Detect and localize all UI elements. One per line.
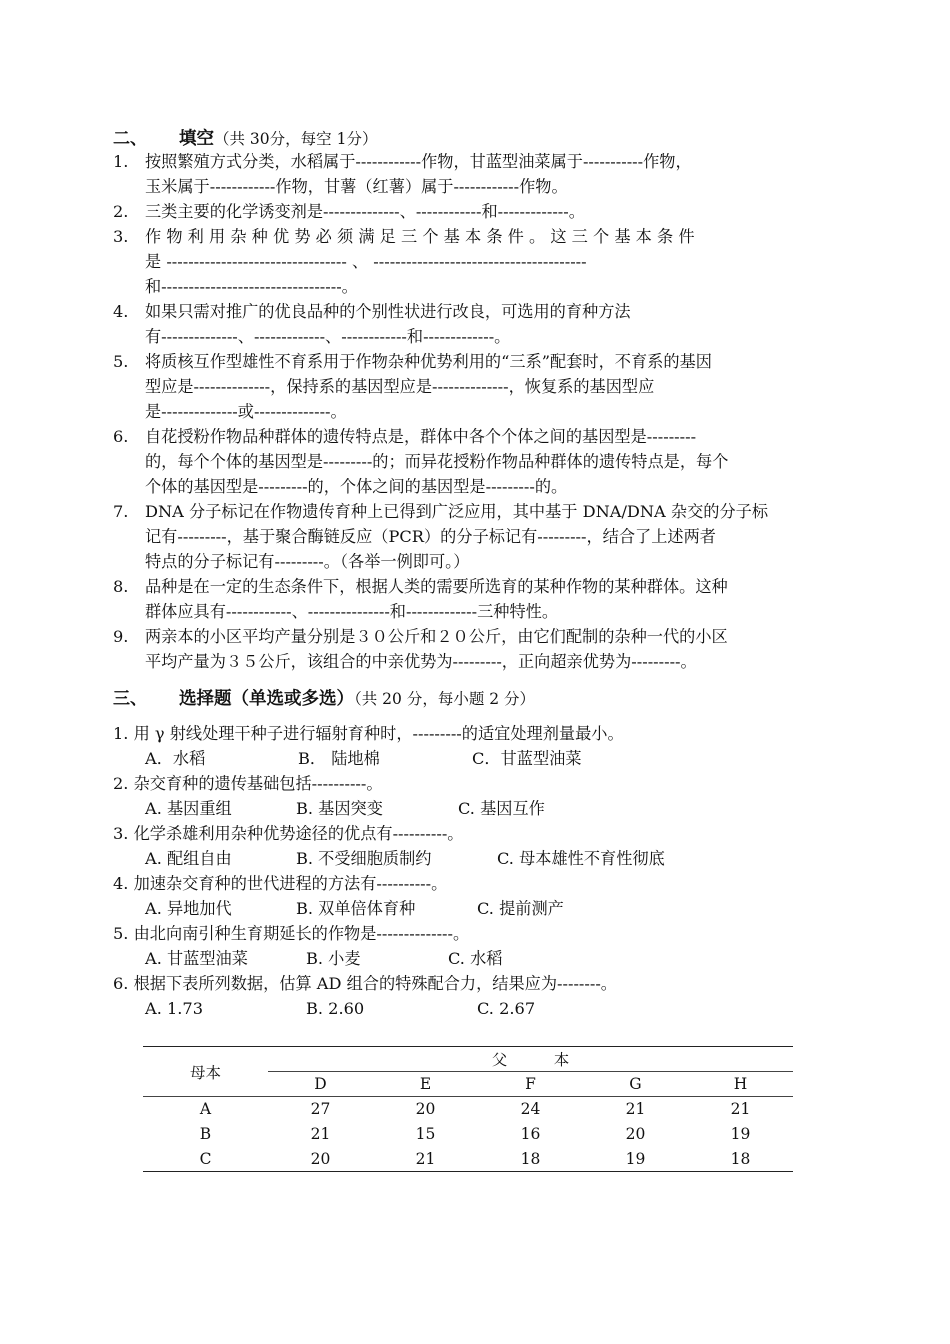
section-3-heading [113, 684, 535, 710]
table-cell: 21 [730, 1100, 751, 1119]
choice-options-4 [0, 896, 950, 921]
fill-item-2-number: 2. [113, 202, 129, 221]
table-cell: 27 [310, 1100, 331, 1119]
option-c: C. 2.67 [477, 999, 536, 1018]
column-header: F [478, 1072, 583, 1097]
fill-item-6-line-2: 的，每个个体的基因型是---------的；而异花授粉作物品种群体的遗传特点是，每个 [145, 452, 729, 471]
fill-item-1-number: 1. [113, 152, 129, 171]
column-header: D [268, 1072, 373, 1097]
fill-item-8-line-1: 品种是在一定的生态条件下，根据人类的需要所选育的某种作物的某种群体。这种 [145, 577, 728, 596]
option-b: B. 基因突变 [296, 799, 383, 818]
fill-item-5-number: 5. [113, 352, 129, 371]
table-row [143, 1147, 793, 1172]
table-header-row-1 [143, 1047, 793, 1072]
choice-question-5: 5. 由北向南引种生育期延长的作物是--------------。 [113, 924, 470, 943]
fill-item-8-number: 8. [113, 577, 129, 596]
table-cell: 21 [373, 1147, 478, 1172]
fill-item-2-line-1: 三类主要的化学诱变剂是--------------、------------和-------------。 [145, 202, 585, 221]
option-a: A. 配组自由 [145, 849, 232, 868]
option-b: B. 不受细胞质制约 [296, 849, 432, 868]
table-row [143, 1097, 793, 1122]
fill-item-3-line-2: 是 --------------------------------- 、 --------------------------------------- [145, 252, 587, 271]
fill-item-1-line-1: 按照繁殖方式分类，水稻属于------------作物，甘蓝型油菜属于-----------作物， [145, 152, 692, 171]
table-cell: 19 [583, 1147, 688, 1172]
choice-options-3 [0, 846, 950, 871]
option-c: C．甘蓝型油菜 [472, 749, 582, 768]
option-a: A．水稻 [145, 749, 206, 768]
option-b: B. 小麦 [306, 949, 361, 968]
section-3-number: 三、 [113, 689, 147, 709]
table-cell: 21 [625, 1100, 646, 1119]
table-cell: 20 [625, 1125, 646, 1143]
option-c: C. 母本雄性不育性彻底 [497, 849, 665, 868]
section-3-note: （共 20 分，每小题 2 分） [354, 690, 536, 708]
option-b: B. 双单倍体育种 [296, 899, 416, 918]
choice-question-6: 6. 根据下表所列数据，估算 AD 组合的特殊配合力，结果应为--------。 [113, 974, 617, 993]
table-cell: 21 [310, 1125, 331, 1143]
choice-options-2 [0, 796, 950, 821]
choice-question-4: 4. 加速杂交育种的世代进程的方法有----------。 [113, 874, 448, 893]
fill-item-6-number: 6. [113, 427, 129, 446]
fill-item-4-line-2: 有--------------、-------------、------------和-------------。 [145, 327, 511, 346]
table-cell: 18 [478, 1147, 583, 1172]
option-c: C. 基因互作 [458, 799, 545, 818]
fill-item-7-line-2: 记有---------，基于聚合酶链反应（PCR）的分子标记有---------，结合了上述两者 [145, 527, 716, 546]
row-label: B [199, 1125, 212, 1143]
choice-options-6 [0, 996, 950, 1021]
table-cell: 18 [688, 1147, 793, 1172]
fill-item-6-line-1: 自花授粉作物品种群体的遗传特点是，群体中各个个体之间的基因型是--------- [145, 427, 697, 446]
option-a: A. 异地加代 [145, 899, 232, 918]
column-header: G [583, 1072, 688, 1097]
section-2-title: 填空 [179, 129, 214, 149]
row-header-cell: 母本 [143, 1047, 268, 1097]
table-cell: 24 [520, 1100, 541, 1119]
choice-options-5 [0, 946, 950, 971]
fill-item-4-number: 4. [113, 302, 129, 321]
fill-item-9-line-2: 平均产量为３５公斤，该组合的中亲优势为---------，正向超亲优势为---------。 [145, 652, 697, 671]
fill-item-9-line-1: 两亲本的小区平均产量分别是３０公斤和２０公斤，由它们配制的杂种一代的小区 [145, 627, 728, 646]
choice-options-1 [0, 746, 950, 771]
fill-item-4-line-1: 如果只需对推广的优良品种的个别性状进行改良，可选用的育种方法 [145, 302, 631, 321]
fill-item-5-line-2: 型应是--------------，保持系的基因型应是--------------，恢复系的基因型应 [145, 377, 655, 396]
table-row [143, 1122, 793, 1147]
option-a: A. 基因重组 [145, 799, 232, 818]
fill-item-3-line-1: 作 物 利 用 杂 种 优 势 必 须 满 足 三 个 基 本 条 件 。 这 三 个 基 本 条 件 [145, 227, 695, 246]
option-b: B. 2.60 [306, 999, 365, 1018]
column-header: E [373, 1072, 478, 1097]
option-a: A. 1.73 [145, 999, 204, 1018]
fill-item-8-line-2: 群体应具有------------、---------------和-------------三种特性。 [145, 602, 559, 621]
option-c: C. 提前测产 [477, 899, 564, 918]
table-cell: 15 [415, 1125, 436, 1143]
fill-item-1-line-2: 玉米属于------------作物，甘薯（红薯）属于------------作物。 [145, 177, 568, 196]
fill-item-9-number: 9. [113, 627, 129, 646]
combining-ability-table [143, 1046, 793, 1172]
table-cell: 19 [730, 1125, 751, 1143]
fill-item-5-line-3: 是--------------或--------------。 [145, 402, 347, 421]
fill-item-7-line-3: 特点的分子标记有---------。（各举一例即可。） [145, 552, 470, 571]
option-c: C. 水稻 [448, 949, 503, 968]
column-group-header: 父 本 [268, 1047, 793, 1072]
row-label: A [199, 1100, 212, 1119]
fill-item-3-number: 3. [113, 227, 129, 246]
row-label: C [143, 1147, 268, 1172]
choice-question-1: 1. 用 γ 射线处理干种子进行辐射育种时，---------的适宜处理剂量最小。 [113, 724, 624, 743]
fill-item-7-line-1: DNA 分子标记在作物遗传育种上已得到广泛应用，其中基于 DNA/DNA 杂交的分子标 [145, 502, 769, 521]
table-cell: 20 [268, 1147, 373, 1172]
option-a: A. 甘蓝型油菜 [145, 949, 248, 968]
fill-item-7-number: 7. [113, 502, 129, 521]
choice-question-2: 2. 杂交育种的遗传基础包括----------。 [113, 774, 383, 793]
fill-item-3-line-3: 和---------------------------------。 [145, 277, 358, 296]
section-2-note: （共 30分，每空 1分） [214, 130, 378, 148]
section-3-title: 选择题（单选或多选） [179, 689, 354, 709]
choice-question-3: 3. 化学杀雄利用杂种优势途径的优点有----------。 [113, 824, 464, 843]
fill-item-5-line-1: 将质核互作型雄性不育系用于作物杂种优势利用的“三系”配套时，不育系的基因 [145, 352, 712, 371]
section-2-number: 二、 [113, 129, 147, 149]
section-2-heading [113, 124, 377, 150]
table-cell: 16 [520, 1125, 541, 1143]
option-b: B． 陆地棉 [298, 749, 380, 768]
table-cell: 20 [415, 1100, 436, 1119]
column-header: H [688, 1072, 793, 1097]
fill-item-6-line-3: 个体的基因型是---------的，个体之间的基因型是---------的。 [145, 477, 568, 496]
